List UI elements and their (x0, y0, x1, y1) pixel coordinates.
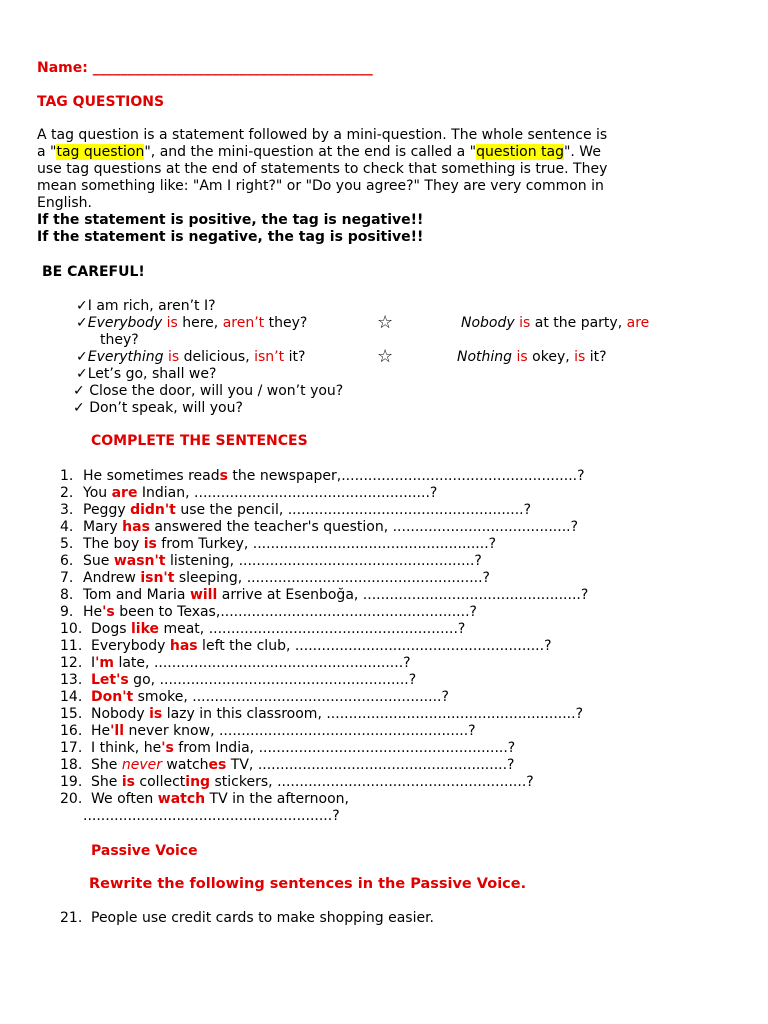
answer-blank[interactable]: .....................................................? (287, 502, 532, 518)
sentence-item: 15. Nobody is lazy in this classroom, ........................................................? (60, 706, 584, 722)
sentence-item: 17. I think, he's from India, ........................................................? (60, 740, 516, 756)
careful-line-6: ✓ Don’t speak, will you? (73, 400, 243, 416)
intro-paragraph: A tag question is a statement followed by a mini-question. The whole sentence is a "tag question", and the mini-question at the end is called a "question tag". We use tag questions at the end of statements to check that something is true. They mean something like: "Am I right?" or "Do you agree?" They are very common in English. If the statement is positive, the tag is negative!! If the statement is negative, the tag is positive!! (37, 127, 697, 246)
keyword: is (149, 706, 163, 722)
sentence-item: 18. She never watches TV, ........................................................? (60, 757, 515, 773)
answer-blank[interactable]: ........................................................? (153, 655, 411, 671)
sentence-item: 19. She is collecting stickers, ........................................................? (60, 774, 534, 790)
keyword: 's (161, 740, 174, 756)
careful-line-2: ✓Everybody is here, aren’t they? (76, 315, 308, 331)
sentence-item: 7. Andrew isn't sleeping, .....................................................? (60, 570, 490, 586)
check-icon: ✓ (76, 315, 88, 331)
careful-line-2-cont: they? (100, 332, 139, 348)
question-21: 21. People use credit cards to make shopping easier. (60, 910, 434, 926)
careful-line-5: ✓ Close the door, will you / won’t you? (73, 383, 344, 399)
check-icon: ✓ (76, 366, 88, 382)
keyword: has (169, 638, 198, 654)
keyword: es (208, 757, 227, 773)
sentence-item: 11. Everybody has left the club, ........................................................? (60, 638, 552, 654)
answer-blank[interactable]: .....................................................? (252, 536, 497, 552)
sentence-item: 13. Let's go, ........................................................? (60, 672, 417, 688)
passive-instruction: Rewrite the following sentences in the Passive Voice. (89, 876, 527, 892)
sentence-item: 5. The boy is from Turkey, .....................................................? (60, 536, 497, 552)
careful-line-3: ✓Everything is delicious, isn’t it? (76, 349, 306, 365)
keyword: has (122, 519, 150, 535)
keyword: are (111, 485, 138, 501)
sentence-item: 20. We often watch TV in the afternoon, (60, 791, 349, 807)
answer-blank[interactable]: .....................................................? (246, 570, 490, 586)
keyword: ing (185, 774, 211, 790)
keyword: didn't (130, 502, 176, 518)
keyword: will (189, 587, 218, 603)
keyword: s (219, 468, 228, 484)
name-label: Name: ________________________________________ (37, 60, 373, 76)
passive-heading: Passive Voice (91, 843, 198, 859)
keyword: 's (102, 604, 115, 620)
sentence-item: 4. Mary has answered the teacher's question, ........................................? (60, 519, 579, 535)
answer-blank[interactable]: ........................................................? (208, 621, 466, 637)
sentence-item: 6. Sue wasn't listening, .....................................................? (60, 553, 482, 569)
answer-blank[interactable]: ........................................? (392, 519, 579, 535)
highlight-question-tag: question tag (476, 144, 564, 160)
keyword: is (143, 536, 157, 552)
rule-negative: If the statement is negative, the tag is positive!! (37, 229, 424, 245)
answer-blank[interactable]: ........................................................? (326, 706, 584, 722)
answer-blank[interactable]: ........................................................? (294, 638, 552, 654)
sentence-item: 16. He'll never know, ........................................................? (60, 723, 476, 739)
answer-blank[interactable]: ........................................................? (218, 723, 476, 739)
sentence-item: 2. You are Indian, .....................................................? (60, 485, 438, 501)
sentence-item: 12. I'm late, ........................................................? (60, 655, 411, 671)
keyword: 'll (110, 723, 125, 739)
sentence-item: 14. Don't smoke, ........................................................? (60, 689, 449, 705)
rule-positive: If the statement is positive, the tag is negative!! (37, 212, 424, 228)
answer-blank[interactable]: ........................................................? (220, 604, 477, 620)
careful-line-4: ✓Let’s go, shall we? (76, 366, 217, 382)
answer-blank[interactable]: .................................................? (362, 587, 589, 603)
be-careful-heading: BE CAREFUL! (42, 264, 145, 280)
answer-blank[interactable]: ........................................................? (257, 757, 515, 773)
careful-right-2: Nobody is at the party, are (461, 315, 650, 331)
complete-heading: COMPLETE THE SENTENCES (91, 433, 308, 449)
check-icon: ✓ (76, 298, 88, 314)
keyword: isn't (140, 570, 175, 586)
answer-blank[interactable]: .....................................................? (238, 553, 482, 569)
sentence-item: 9. He's been to Texas,........................................................? (60, 604, 477, 620)
answer-blank[interactable]: .....................................................? (194, 485, 438, 501)
keyword: is (121, 774, 135, 790)
keyword: Let's (91, 672, 129, 688)
keyword: never (121, 757, 162, 773)
answer-blank[interactable]: ........................................................? (159, 672, 417, 688)
answer-blank-20-cont[interactable]: ........................................................? (83, 808, 340, 824)
name-line[interactable]: ________________________________________ (92, 60, 373, 76)
check-icon: ✓ (76, 349, 88, 365)
sentence-item: 1. He sometimes reads the newspaper,.....................................................? (60, 468, 585, 484)
keyword: watch (157, 791, 206, 807)
careful-line-1: ✓I am rich, aren’t I? (76, 298, 216, 314)
star-icon: ☆ (377, 346, 394, 367)
careful-right-3: Nothing is okey, is it? (457, 349, 607, 365)
keyword: wasn't (113, 553, 166, 569)
keyword: like (130, 621, 160, 637)
sentence-item: 10. Dogs like meat, ........................................................? (60, 621, 466, 637)
answer-blank[interactable]: ........................................................? (258, 740, 516, 756)
sentence-item: 3. Peggy didn't use the pencil, .....................................................? (60, 502, 532, 518)
highlight-tag-question: tag question (56, 144, 145, 160)
keyword: 'm (95, 655, 115, 671)
check-icon: ✓ (73, 383, 85, 399)
answer-blank[interactable]: ........................................................? (192, 689, 449, 705)
sentence-item: 8. Tom and Maria will arrive at Esenboğa, .................................................? (60, 587, 589, 603)
keyword: Don't (91, 689, 134, 705)
check-icon: ✓ (73, 400, 85, 416)
answer-blank[interactable]: ........................................................? (277, 774, 534, 790)
star-icon: ☆ (377, 312, 394, 333)
page-title: TAG QUESTIONS (37, 94, 165, 110)
answer-blank[interactable]: .....................................................? (341, 468, 585, 484)
